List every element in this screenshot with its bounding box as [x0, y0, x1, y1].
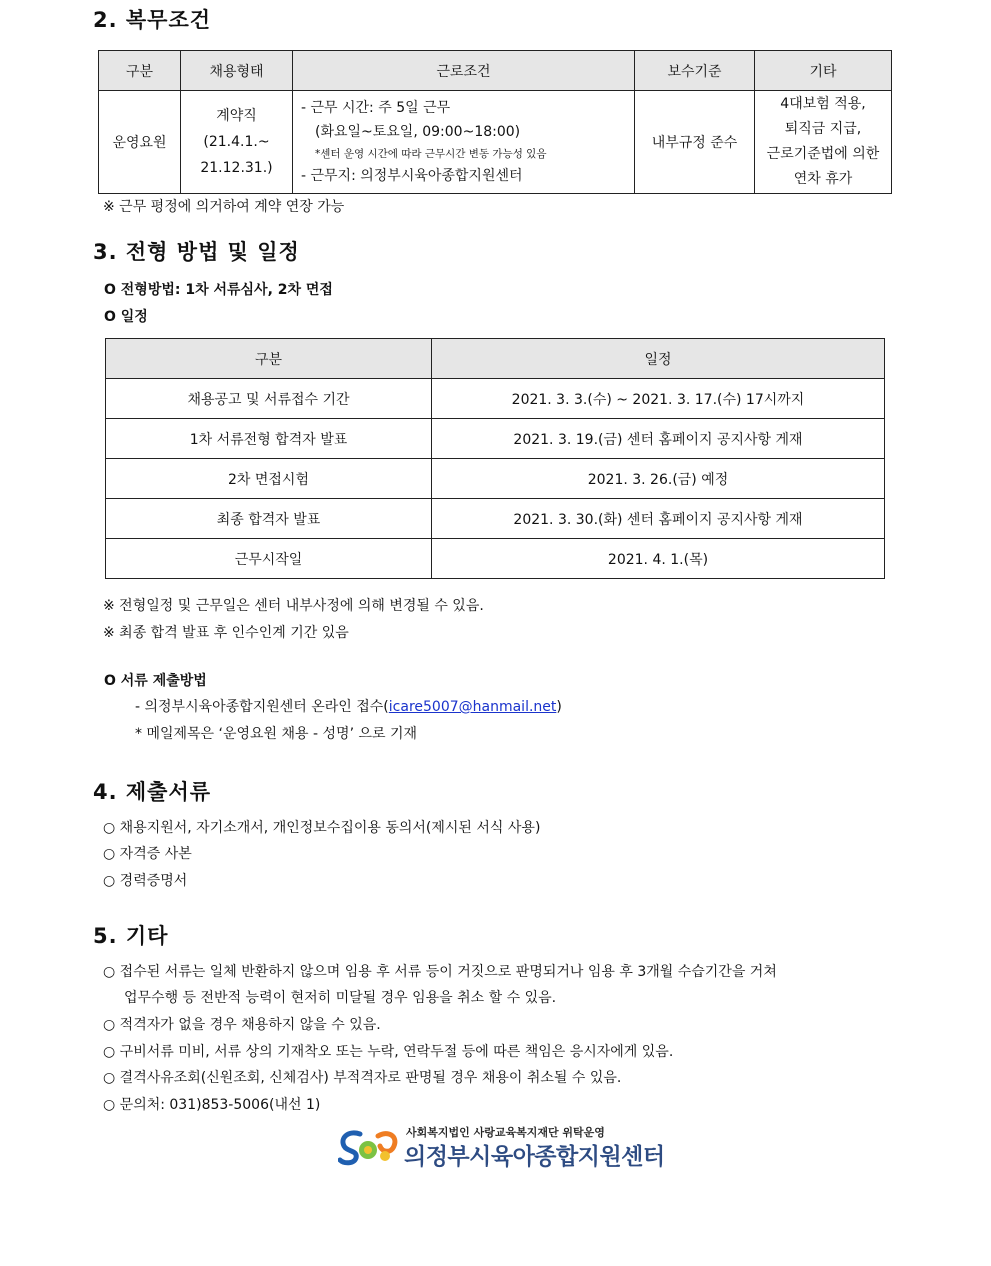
email-link[interactable]: icare5007@hanmail.net	[388, 699, 557, 715]
header-category: 구분	[99, 51, 181, 91]
table-row	[106, 379, 885, 419]
section4-title: 4. 제출서류	[93, 780, 212, 804]
list-item: ○ 접수된 서류는 일체 반환하지 않으며 임용 후 서류 등이 거짓으로 판명되거나 임용 후 3개월 수습기간을 거쳐	[103, 964, 777, 980]
section3-title: 3. 전형 방법 및 일정	[93, 240, 300, 264]
cell-etc	[755, 91, 892, 194]
cell-pay: 내부규정 준수	[635, 91, 755, 194]
schedule-header-category: 구분	[106, 339, 432, 379]
etc-line: 근로기준법에 의한	[766, 146, 880, 162]
etc-line: 퇴직금 지급,	[784, 121, 862, 137]
table-row	[106, 499, 885, 539]
etc-line: 연차 휴가	[793, 171, 853, 187]
type-line: 21.12.31.)	[200, 160, 273, 176]
schedule-name: 채용공고 및 서류접수 기간	[106, 379, 432, 419]
table-row	[106, 459, 885, 499]
condition-line: (화요일~토요일, 09:00~18:00)	[315, 124, 521, 140]
list-item-continuation: 업무수행 등 전반적 능력이 현저히 미달될 경우 임용을 취소 할 수 있음.	[124, 990, 557, 1006]
cell-conditions	[293, 91, 635, 194]
section5-title: 5. 기타	[93, 924, 169, 948]
list-item: ○ 자격증 사본	[103, 846, 192, 862]
center-logo-icon	[338, 1126, 402, 1168]
schedule-label: O 일정	[104, 309, 148, 325]
section2-note: ※ 근무 평정에 의거하여 계약 연장 가능	[103, 199, 345, 215]
header-type: 채용형태	[181, 51, 293, 91]
submit-method-line	[135, 696, 562, 716]
header-etc: 기타	[755, 51, 892, 91]
condition-line: - 근무 시간: 주 5일 근무	[301, 100, 451, 116]
list-item: ○ 채용지원서, 자기소개서, 개인정보수집이용 동의서(제시된 서식 사용)	[103, 820, 541, 836]
section2-title: 2. 복무조건	[93, 8, 212, 32]
schedule-name: 1차 서류전형 합격자 발표	[106, 419, 432, 459]
email-subject-note: * 메일제목은 ‘운영요원 채용 - 성명’ 으로 기재	[135, 726, 418, 742]
schedule-date: 2021. 3. 19.(금) 센터 홈페이지 공지사항 게재	[432, 419, 885, 459]
schedule-table	[105, 338, 885, 579]
schedule-name: 근무시작일	[106, 539, 432, 579]
list-item: ○ 문의처: 031)853-5006(내선 1)	[103, 1097, 321, 1113]
schedule-date: 2021. 4. 1.(목)	[432, 539, 885, 579]
submit-suffix: )	[556, 699, 562, 715]
list-item: ○ 구비서류 미비, 서류 상의 기재착오 또는 누락, 연락두절 등에 따른 책임은 응시자에게 있음.	[103, 1044, 674, 1060]
condition-note: *센터 운영 시간에 따라 근무시간 변동 가능성 있음	[315, 148, 547, 160]
submit-prefix: - 의정부시육아종합지원센터 온라인 접수(	[135, 699, 389, 715]
work-conditions-table	[98, 50, 892, 194]
schedule-date: 2021. 3. 30.(화) 센터 홈페이지 공지사항 게재	[432, 499, 885, 539]
type-line: 계약직	[216, 108, 257, 124]
etc-line: 4대보험 적용,	[780, 96, 866, 112]
schedule-header-date: 일정	[432, 339, 885, 379]
schedule-note-2: ※ 최종 합격 발표 후 인수인계 기간 있음	[103, 625, 349, 641]
cell-type	[181, 91, 293, 194]
logo-subtitle: 사회복지법인 사랑교육복지재단 위탁운영	[406, 1126, 605, 1139]
header-pay: 보수기준	[635, 51, 755, 91]
header-conditions: 근로조건	[293, 51, 635, 91]
schedule-note-1: ※ 전형일정 및 근무일은 센터 내부사정에 의해 변경될 수 있음.	[103, 598, 484, 614]
schedule-name: 2차 면접시험	[106, 459, 432, 499]
cell-category: 운영요원	[99, 91, 181, 194]
schedule-date: 2021. 3. 26.(금) 예정	[432, 459, 885, 499]
submit-method-label: O 서류 제출방법	[104, 673, 207, 689]
condition-line: - 근무지: 의정부시육아종합지원센터	[301, 168, 523, 184]
list-item: ○ 결격사유조회(신원조회, 신체검사) 부적격자로 판명될 경우 채용이 취소될 수 있음.	[103, 1070, 622, 1086]
selection-method: O 전형방법: 1차 서류심사, 2차 면접	[104, 282, 333, 298]
list-item: ○ 적격자가 없을 경우 채용하지 않을 수 있음.	[103, 1017, 381, 1033]
table-row	[106, 539, 885, 579]
list-item: ○ 경력증명서	[103, 873, 188, 889]
schedule-date: 2021. 3. 3.(수) ~ 2021. 3. 17.(수) 17시까지	[432, 379, 885, 419]
logo-name: 의정부시육아종합지원센터	[404, 1144, 665, 1170]
table-row	[106, 419, 885, 459]
type-line: (21.4.1.~	[203, 134, 270, 150]
schedule-name: 최종 합격자 발표	[106, 499, 432, 539]
